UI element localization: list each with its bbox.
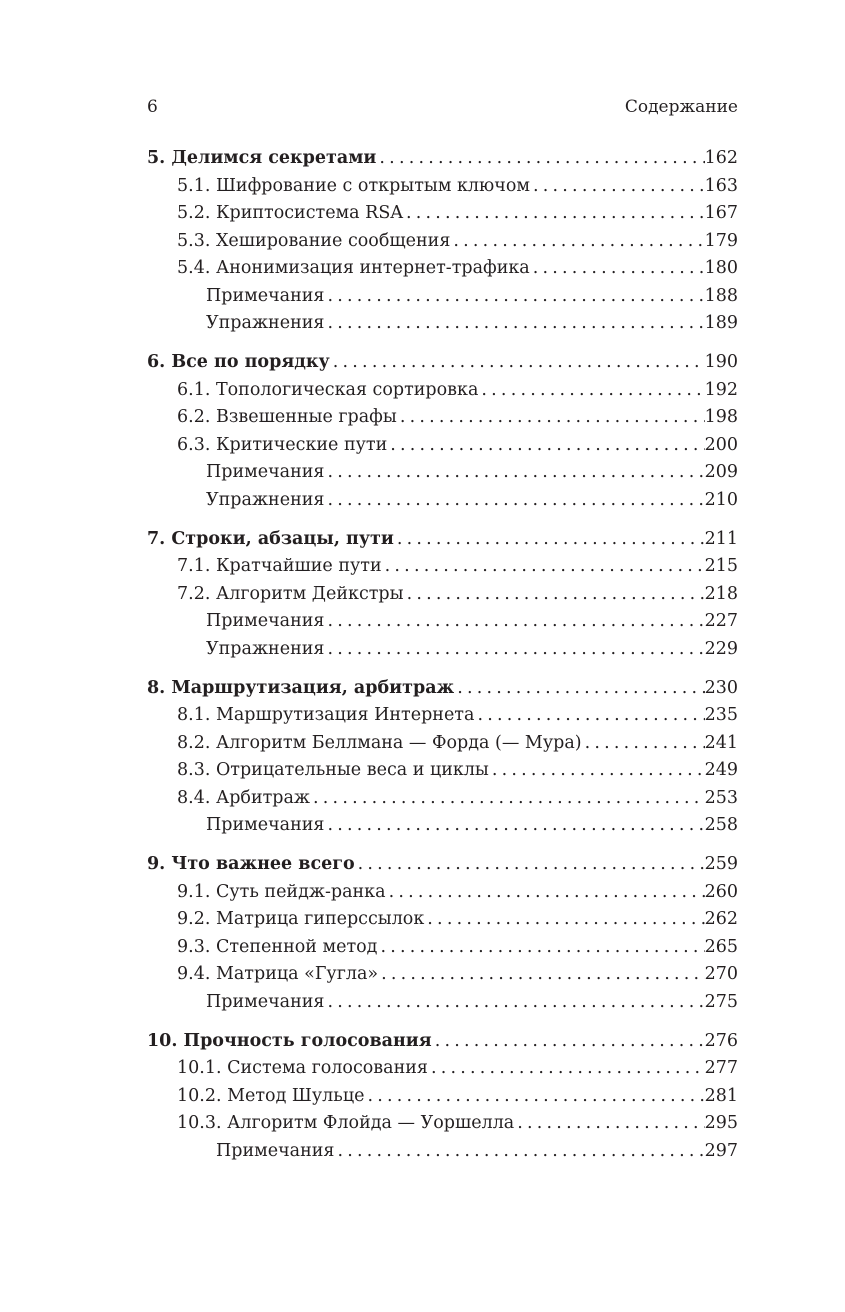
toc-subsection[interactable]	[147, 812, 738, 840]
toc-section[interactable]	[147, 255, 738, 283]
toc-entry-title: 10.2. Метод Шульце	[177, 1085, 365, 1106]
toc-entry-title: 8.4. Арбитраж	[177, 787, 311, 808]
toc-entry-title: 8. Маршрутизация, арбитраж	[147, 677, 455, 698]
toc-entry-page: 198	[704, 407, 738, 427]
toc-entry-title: 6.2. Взвешенные графы	[177, 407, 397, 427]
toc-entry-title: Упражнения	[206, 489, 325, 510]
toc-entry-title: 5. Делимся секретами	[147, 148, 377, 168]
toc-section[interactable]	[147, 377, 738, 405]
toc-entry-title: 9.4. Матрица «Гугла»	[177, 964, 379, 984]
toc-entry-page: 210	[704, 489, 738, 510]
toc-chapter-heading[interactable]	[147, 1028, 738, 1056]
toc-subsection[interactable]	[147, 459, 738, 487]
toc-entry-title: Упражнения	[206, 638, 325, 659]
toc-entry-title: 6.3. Критические пути	[177, 434, 388, 455]
dot-leader	[530, 255, 705, 283]
toc-section[interactable]	[147, 702, 738, 730]
toc-entry-page: 211	[704, 528, 738, 549]
toc-entry-title: 7.1. Кратчайшие пути	[177, 556, 382, 576]
toc-subsection[interactable]	[147, 487, 738, 515]
page-number: 6	[147, 97, 158, 117]
dot-leader	[355, 851, 705, 879]
toc-section[interactable]	[147, 757, 738, 785]
dot-leader	[364, 1083, 704, 1111]
toc-entry-page: 189	[704, 313, 738, 333]
toc-section[interactable]	[147, 173, 738, 201]
toc-entry-title: 8.2. Алгоритм Беллмана — Форда (— Мура)	[177, 732, 582, 753]
dot-leader	[387, 432, 704, 460]
dot-leader	[324, 487, 704, 515]
toc-entry-title: 7.2. Алгоритм Дейкстры	[177, 583, 404, 604]
toc-entry-title: 10.3. Алгоритм Флойда — Уоршелла	[177, 1113, 515, 1133]
toc-section[interactable]	[147, 785, 738, 813]
running-title: Содержание	[624, 97, 738, 117]
toc-entry-title: Примечания	[206, 815, 325, 835]
dot-leader	[324, 812, 704, 840]
dot-leader	[582, 730, 705, 758]
toc-entry-page: 297	[704, 1140, 738, 1161]
dot-leader	[376, 145, 704, 173]
toc-entry-page: 227	[704, 611, 738, 631]
toc-entry-page: 277	[704, 1058, 738, 1078]
toc-entry-title: Примечания	[206, 462, 325, 482]
toc-entry-page: 241	[704, 732, 738, 753]
toc-entry-page: 259	[704, 854, 738, 874]
toc-entry-page: 235	[704, 705, 738, 725]
dot-leader	[397, 404, 705, 432]
toc-subsection[interactable]	[147, 989, 738, 1017]
toc-entry-page: 249	[704, 760, 738, 780]
toc-entry-page: 190	[704, 352, 738, 372]
toc-entry-title: 6.1. Топологическая сортировка	[177, 379, 479, 400]
toc-entry-page: 262	[704, 909, 738, 929]
toc-entry-page: 167	[704, 203, 738, 223]
toc-entry-title: 5.2. Криптосистема RSA	[177, 203, 403, 223]
dot-leader	[514, 1110, 704, 1138]
toc-subsection[interactable]	[147, 310, 738, 338]
toc-section[interactable]	[147, 879, 738, 907]
toc-chapter-9	[147, 851, 738, 1016]
dot-leader	[382, 553, 705, 581]
toc-section[interactable]	[147, 961, 738, 989]
toc-chapter-heading[interactable]	[147, 526, 738, 554]
toc-entry-page: 275	[704, 991, 738, 1012]
toc-entry-title: 6. Все по порядку	[147, 352, 330, 372]
table-of-contents	[147, 145, 738, 1177]
toc-entry-title: 7. Строки, абзацы, пути	[147, 528, 394, 549]
dot-leader	[324, 989, 704, 1017]
toc-chapter-heading[interactable]	[147, 349, 738, 377]
toc-section[interactable]	[147, 934, 738, 962]
dot-leader	[428, 1055, 705, 1083]
toc-entry-page: 230	[704, 677, 738, 698]
dot-leader	[404, 581, 705, 609]
toc-entry-page: 163	[704, 175, 738, 196]
toc-entry-page: 281	[704, 1085, 738, 1106]
toc-entry-page: 276	[704, 1030, 738, 1051]
dot-leader	[330, 349, 705, 377]
dot-leader	[454, 675, 704, 703]
toc-entry-title: 5.3. Хеширование сообщения	[177, 230, 451, 251]
toc-entry-title: 8.3. Отрицательные веса и циклы	[177, 760, 489, 780]
toc-chapter-heading[interactable]	[147, 851, 738, 879]
toc-entry-title: 8.1. Маршрутизация Интернета	[177, 705, 475, 725]
toc-chapter-6	[147, 349, 738, 514]
dot-leader	[478, 377, 704, 405]
toc-section[interactable]	[147, 581, 738, 609]
toc-section[interactable]	[147, 1055, 738, 1083]
toc-entry-title: 9.2. Матрица гиперссылок	[177, 909, 425, 929]
dot-leader	[474, 702, 704, 730]
toc-section[interactable]	[147, 553, 738, 581]
toc-entry-title: 10.1. Система голосования	[177, 1058, 428, 1078]
toc-chapter-heading[interactable]	[147, 145, 738, 173]
toc-entry-page: 270	[704, 964, 738, 984]
toc-section[interactable]	[147, 200, 738, 228]
toc-section[interactable]	[147, 432, 738, 460]
toc-entry-page: 209	[704, 462, 738, 482]
dot-leader	[377, 934, 704, 962]
toc-entry-page: 229	[704, 638, 738, 659]
toc-entry-page: 295	[704, 1113, 738, 1133]
toc-chapter-heading[interactable]	[147, 675, 738, 703]
toc-section[interactable]	[147, 1110, 738, 1138]
page-header	[147, 95, 738, 119]
dot-leader	[386, 879, 705, 907]
toc-entry-page: 260	[704, 881, 738, 902]
toc-subsection[interactable]	[147, 636, 738, 664]
dot-leader	[334, 1138, 704, 1166]
toc-entry-title: 5.4. Анонимизация интернет-трафика	[177, 258, 530, 278]
toc-section[interactable]	[147, 1083, 738, 1111]
toc-entry-page: 162	[704, 148, 738, 168]
toc-entry-title: Примечания	[206, 991, 325, 1012]
dot-leader	[403, 200, 705, 228]
toc-entry-title: Упражнения	[206, 313, 325, 333]
toc-entry-page: 179	[704, 230, 738, 251]
toc-entry-page: 200	[704, 434, 738, 455]
toc-subsection[interactable]	[147, 608, 738, 636]
toc-entry-page: 258	[704, 815, 738, 835]
toc-entry-title: Примечания	[206, 611, 325, 631]
toc-entry-page: 188	[704, 285, 738, 306]
dot-leader	[324, 459, 704, 487]
toc-entry-title: Примечания	[206, 285, 325, 306]
toc-chapter-7	[147, 526, 738, 664]
dot-leader	[310, 785, 705, 813]
dot-leader	[378, 961, 704, 989]
dot-leader	[324, 283, 704, 311]
toc-subsection[interactable]	[147, 283, 738, 311]
toc-entry-page: 253	[704, 787, 738, 808]
toc-section[interactable]	[147, 906, 738, 934]
dot-leader	[394, 526, 705, 554]
toc-section[interactable]	[147, 730, 738, 758]
dot-leader	[324, 636, 704, 664]
toc-entry-title: 10. Прочность голосования	[147, 1030, 432, 1051]
toc-entry-title: 9.3. Степенной метод	[177, 936, 378, 957]
dot-leader	[530, 173, 705, 201]
toc-chapter-8	[147, 675, 738, 840]
toc-entry-title: Примечания	[216, 1140, 335, 1161]
toc-entry-page: 215	[704, 556, 738, 576]
dot-leader	[424, 906, 704, 934]
dot-leader	[324, 608, 704, 636]
toc-entry-page: 192	[704, 379, 738, 400]
toc-section[interactable]	[147, 228, 738, 256]
dot-leader	[489, 757, 705, 785]
toc-entry-page: 218	[704, 583, 738, 604]
toc-subsection[interactable]	[147, 1138, 738, 1166]
toc-entry-page: 180	[704, 258, 738, 278]
dot-leader	[324, 310, 704, 338]
dot-leader	[432, 1028, 705, 1056]
toc-chapter-10	[147, 1028, 738, 1166]
toc-entry-title: 9. Что важнее всего	[147, 854, 355, 874]
toc-section[interactable]	[147, 404, 738, 432]
dot-leader	[450, 228, 704, 256]
toc-entry-page: 265	[704, 936, 738, 957]
toc-chapter-5	[147, 145, 738, 338]
toc-entry-title: 5.1. Шифрование с открытым ключом	[177, 175, 530, 196]
toc-entry-title: 9.1. Суть пейдж-ранка	[177, 881, 386, 902]
